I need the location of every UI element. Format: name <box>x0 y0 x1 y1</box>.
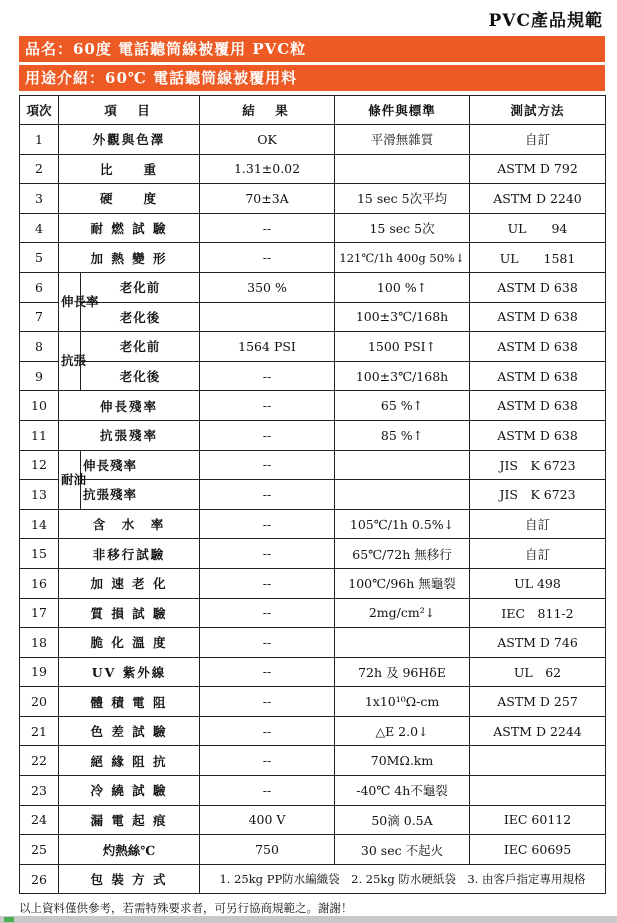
row-group: 抗張 <box>59 332 81 391</box>
table-row <box>20 509 606 539</box>
row-no: 24 <box>20 805 59 835</box>
row-result: 1564 PSI <box>200 332 335 362</box>
row-no: 3 <box>20 184 59 214</box>
table-row <box>20 332 606 362</box>
table-header-row <box>20 96 606 125</box>
row-condition: 100±3℃/168h <box>335 361 470 391</box>
row-sub-item: 老化前 <box>81 272 200 302</box>
table-row <box>20 598 606 628</box>
table-row <box>20 391 606 421</box>
row-group: 耐油 <box>59 450 81 509</box>
row-condition: 100 %↑ <box>335 272 470 302</box>
row-result: -- <box>200 243 335 273</box>
row-result: -- <box>200 716 335 746</box>
header-item: 項 目 <box>59 96 200 125</box>
row-method: ASTM D 792 <box>470 154 606 184</box>
table-row <box>20 835 606 865</box>
row-no: 5 <box>20 243 59 273</box>
row-item: 外觀與色澤 <box>59 125 200 155</box>
table-row <box>20 687 606 717</box>
row-method: 自訂 <box>470 509 606 539</box>
row-result: -- <box>200 361 335 391</box>
table-row <box>20 568 606 598</box>
row-condition: 85 %↑ <box>335 420 470 450</box>
row-method: ASTM D 638 <box>470 272 606 302</box>
row-method: ASTM D 2240 <box>470 184 606 214</box>
row-result: -- <box>200 657 335 687</box>
row-no: 4 <box>20 213 59 243</box>
row-method: UL 1581 <box>470 243 606 273</box>
row-method: UL 94 <box>470 213 606 243</box>
row-no: 13 <box>20 480 59 510</box>
row-method: ASTM D 746 <box>470 628 606 658</box>
footer-note: 以上資料僅供參考，若需特殊要求者，可另行協商規範之。謝謝！ <box>19 901 353 915</box>
table-row <box>20 805 606 835</box>
table-row <box>20 302 606 332</box>
row-item: 耐 燃 試 驗 <box>59 213 200 243</box>
row-result: 1.31±0.02 <box>200 154 335 184</box>
row-method: ASTM D 638 <box>470 361 606 391</box>
row-condition: 1500 PSI↑ <box>335 332 470 362</box>
row-result: -- <box>200 213 335 243</box>
row-result: -- <box>200 598 335 628</box>
row-result: -- <box>200 746 335 776</box>
row-no: 17 <box>20 598 59 628</box>
row-item: 含 水 率 <box>59 509 200 539</box>
row-item: 非移行試驗 <box>59 539 200 569</box>
row-result: 750 <box>200 835 335 865</box>
row-result: -- <box>200 391 335 421</box>
row-method: ASTM D 638 <box>470 420 606 450</box>
table-row <box>20 628 606 658</box>
table-row <box>20 243 606 273</box>
usage-banner: 用途介紹：60℃ 電話聽筒線被覆用料 <box>19 65 605 91</box>
table-row <box>20 864 606 894</box>
row-result: 70±3A <box>200 184 335 214</box>
row-no: 20 <box>20 687 59 717</box>
row-condition <box>335 480 470 510</box>
row-item: 抗張殘率 <box>59 420 200 450</box>
table-row <box>20 184 606 214</box>
row-group: 伸長率 <box>59 272 81 331</box>
table-row <box>20 746 606 776</box>
row-method: ASTM D 638 <box>470 332 606 362</box>
row-sub-item: 老化後 <box>81 302 200 332</box>
row-condition: 72h 及 96HδE <box>335 657 470 687</box>
row-result: -- <box>200 628 335 658</box>
row-method: IEC 60112 <box>470 805 606 835</box>
row-method: 自訂 <box>470 539 606 569</box>
header-result: 結 果 <box>200 96 335 125</box>
table-row <box>20 480 606 510</box>
row-method <box>470 776 606 806</box>
row-item: 灼熱絲℃ <box>59 835 200 865</box>
row-item: 包 裝 方 式 <box>59 864 200 894</box>
row-no: 11 <box>20 420 59 450</box>
row-no: 7 <box>20 302 59 332</box>
row-item: 冷 繞 試 驗 <box>59 776 200 806</box>
row-result: -- <box>200 539 335 569</box>
row-no: 2 <box>20 154 59 184</box>
table-row <box>20 125 606 155</box>
row-no: 8 <box>20 332 59 362</box>
row-item: 加 熱 變 形 <box>59 243 200 273</box>
row-condition: 30 sec 不起火 <box>335 835 470 865</box>
row-result: 400 V <box>200 805 335 835</box>
row-condition: 65℃/72h 無移行 <box>335 539 470 569</box>
row-method: JIS K 6723 <box>470 450 606 480</box>
row-condition <box>335 450 470 480</box>
row-no: 15 <box>20 539 59 569</box>
status-bar <box>0 916 617 923</box>
row-method: ASTM D 638 <box>470 302 606 332</box>
row-condition: 15 sec 5次 <box>335 213 470 243</box>
table-row <box>20 716 606 746</box>
row-item: 加 速 老 化 <box>59 568 200 598</box>
row-method: UL 62 <box>470 657 606 687</box>
row-result: -- <box>200 687 335 717</box>
row-item: 絕 緣 阻 抗 <box>59 746 200 776</box>
row-result: -- <box>200 450 335 480</box>
row-no: 26 <box>20 864 59 894</box>
table-row <box>20 361 606 391</box>
row-condition: 100±3℃/168h <box>335 302 470 332</box>
row-condition <box>335 628 470 658</box>
row-no: 25 <box>20 835 59 865</box>
row-method: UL 498 <box>470 568 606 598</box>
table-row <box>20 420 606 450</box>
row-result: 350 % <box>200 272 335 302</box>
row-no: 6 <box>20 272 59 302</box>
row-result: OK <box>200 125 335 155</box>
row-method: 自訂 <box>470 125 606 155</box>
row-no: 23 <box>20 776 59 806</box>
product-name-banner: 品名：60度 電話聽筒線被覆用 PVC粒 <box>19 36 605 62</box>
row-method: ASTM D 257 <box>470 687 606 717</box>
header-no: 項次 <box>20 96 59 125</box>
row-result: -- <box>200 509 335 539</box>
table-row <box>20 776 606 806</box>
row-item: 伸長殘率 <box>59 391 200 421</box>
row-item: 脆 化 溫 度 <box>59 628 200 658</box>
row-condition: 65 %↑ <box>335 391 470 421</box>
row-condition <box>335 154 470 184</box>
row-sub-item: 老化後 <box>81 361 200 391</box>
row-method: JIS K 6723 <box>470 480 606 510</box>
row-no: 14 <box>20 509 59 539</box>
table-row <box>20 450 606 480</box>
row-no: 16 <box>20 568 59 598</box>
table-row <box>20 657 606 687</box>
row-item: UV 紫外線 <box>59 657 200 687</box>
row-result: -- <box>200 420 335 450</box>
row-result: -- <box>200 776 335 806</box>
row-condition: 105℃/1h 0.5%↓ <box>335 509 470 539</box>
row-no: 21 <box>20 716 59 746</box>
row-item: 體 積 電 阻 <box>59 687 200 717</box>
row-condition: 100℃/96h 無龜裂 <box>335 568 470 598</box>
row-method: IEC 60695 <box>470 835 606 865</box>
row-no: 10 <box>20 391 59 421</box>
status-indicator-icon <box>4 917 14 922</box>
spec-table <box>19 95 606 894</box>
row-no: 1 <box>20 125 59 155</box>
row-method: ASTM D 2244 <box>470 716 606 746</box>
row-no: 22 <box>20 746 59 776</box>
header-method: 測試方法 <box>470 96 606 125</box>
row-method: IEC 811-2 <box>470 598 606 628</box>
row-condition: 50滴 0.5A <box>335 805 470 835</box>
row-method: ASTM D 638 <box>470 391 606 421</box>
row-method <box>470 746 606 776</box>
row-no: 19 <box>20 657 59 687</box>
row-result: -- <box>200 568 335 598</box>
packaging-options: 1. 25kg PP防水編織袋 2. 25kg 防水硬紙袋 3. 由客戶指定專用規格 <box>200 864 606 894</box>
row-no: 18 <box>20 628 59 658</box>
row-condition: 1x10¹⁰Ω-cm <box>335 687 470 717</box>
row-item: 硬 度 <box>59 184 200 214</box>
row-condition: 121℃/1h 400g 50%↓ <box>335 243 470 273</box>
row-condition: 15 sec 5次平均 <box>335 184 470 214</box>
header-condition: 條件與標準 <box>335 96 470 125</box>
row-item: 比 重 <box>59 154 200 184</box>
table-row <box>20 213 606 243</box>
document-title: PVC產品規範 <box>488 11 603 31</box>
row-condition: 2mg/cm²↓ <box>335 598 470 628</box>
row-condition: 平滑無雜質 <box>335 125 470 155</box>
row-condition: △E 2.0↓ <box>335 716 470 746</box>
row-result: -- <box>200 480 335 510</box>
row-sub-item: 老化前 <box>81 332 200 362</box>
row-sub-item: 抗張殘率 <box>81 480 200 510</box>
table-row <box>20 272 606 302</box>
row-no: 12 <box>20 450 59 480</box>
table-row <box>20 154 606 184</box>
row-condition: 70MΩ.km <box>335 746 470 776</box>
row-no: 9 <box>20 361 59 391</box>
row-result <box>200 302 335 332</box>
table-row <box>20 539 606 569</box>
row-item: 質 損 試 驗 <box>59 598 200 628</box>
row-sub-item: 伸長殘率 <box>81 450 200 480</box>
row-condition: -40℃ 4h不龜裂 <box>335 776 470 806</box>
row-item: 漏 電 起 痕 <box>59 805 200 835</box>
row-item: 色 差 試 驗 <box>59 716 200 746</box>
